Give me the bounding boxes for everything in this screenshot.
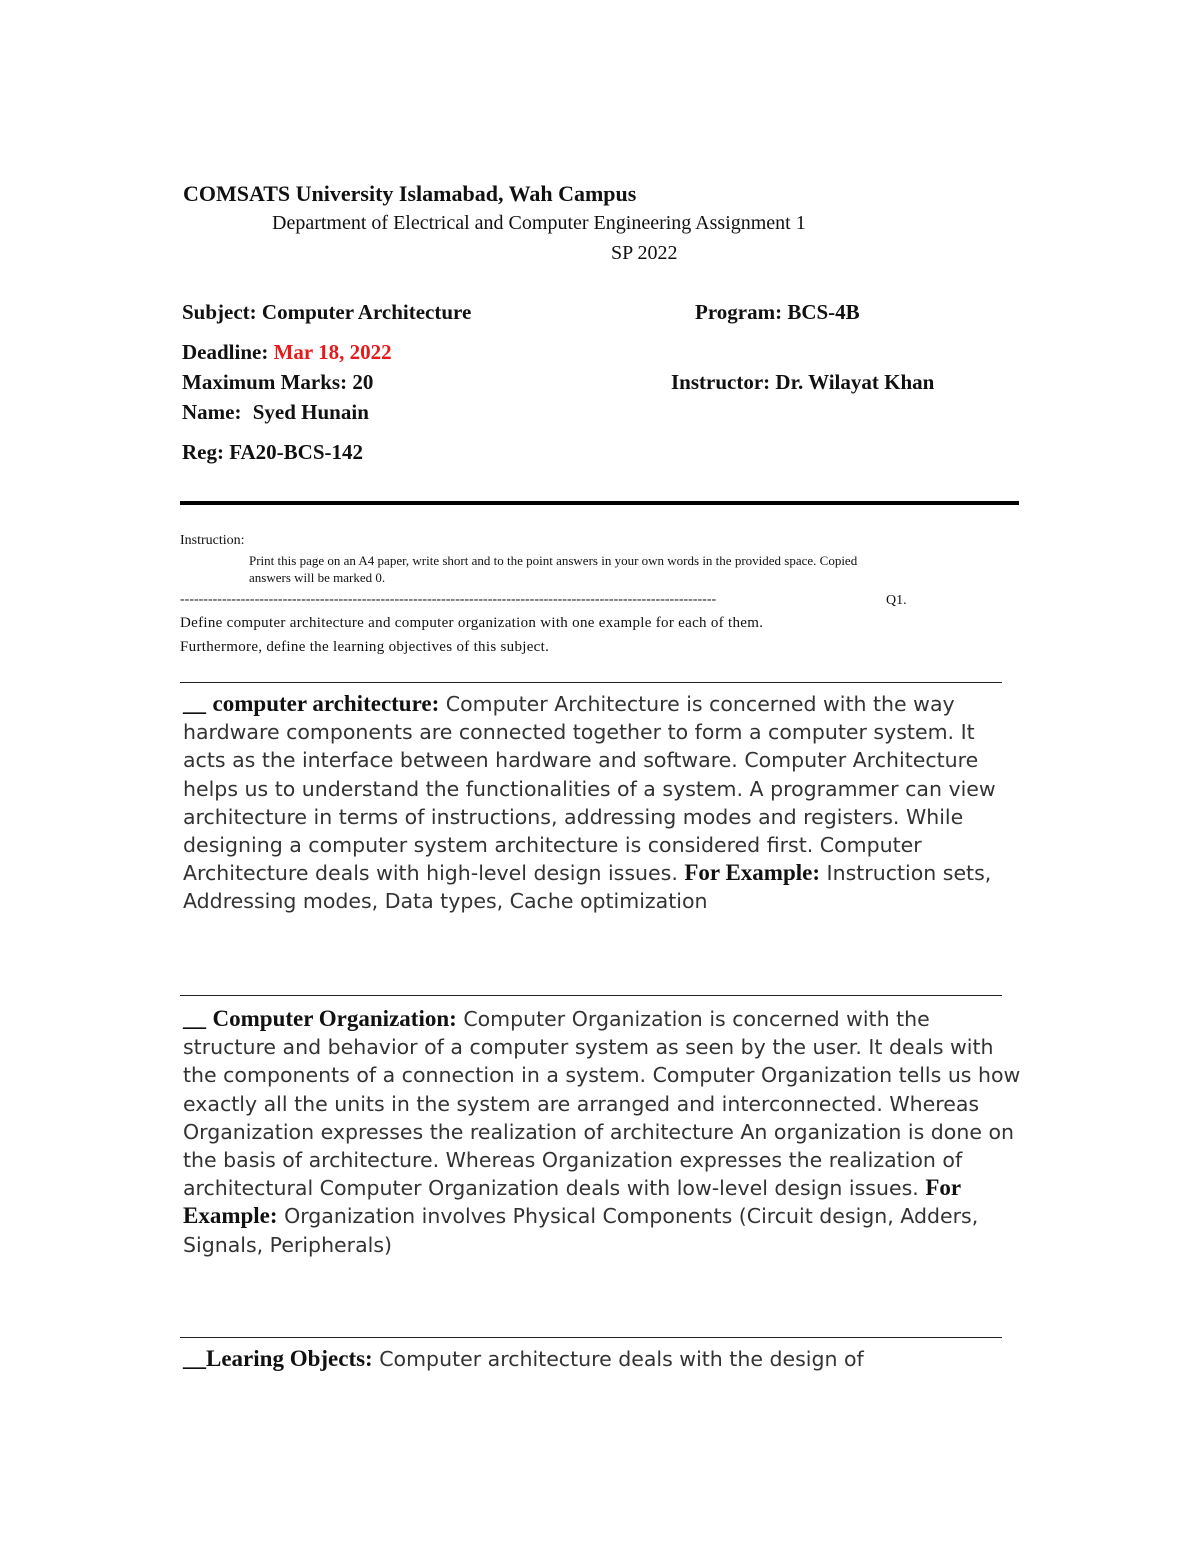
name-row [182,400,369,425]
instruction-heading: Instruction: [180,533,245,548]
reg-label: Reg: [182,440,224,464]
header-divider [180,501,1019,505]
organization-example-label: For Example: [183,1175,961,1229]
architecture-example-text: Instruction sets, Addressing modes, Data types, Cache optimization [183,861,992,914]
program-value: BCS-4B [787,300,860,324]
subject-value: Computer Architecture [261,300,472,324]
question-line-2: Furthermore, define the learning objectives of this subject. [180,639,550,655]
answer-divider-1 [180,682,1002,683]
question-separator: ------------------------------------------------------------------------------------------------------------------- [180,592,717,607]
instruction-line-2: answers will be marked 0. [249,570,386,585]
deadline-label: Deadline: [182,340,269,364]
answer-divider-2 [180,995,1002,996]
organization-heading: Computer Organization: [212,1006,457,1031]
deadline-value: Mar 18, 2022 [273,340,392,364]
architecture-example-label: For Example: [684,860,821,886]
instructor-label: Instructor: [671,370,771,394]
organization-answer [183,1005,1023,1259]
reg-row [182,440,363,465]
instructor-value: Dr. Wilayat Khan [775,370,935,394]
organization-prefix: __ [183,1006,206,1031]
subject-label: Subject: [182,300,257,324]
university-title: COMSATS University Islamabad, Wah Campus [183,181,637,206]
architecture-heading: computer architecture: [212,691,440,716]
objectives-heading: Learing Objects: [206,1346,373,1371]
question-number: Q1. [886,593,907,608]
architecture-prefix: __ [183,691,206,716]
objectives-answer [183,1345,1013,1373]
architecture-answer [183,690,1013,916]
term-line: SP 2022 [611,242,678,264]
objectives-text: Computer architecture deals with the design of [372,1347,864,1371]
instruction-line-1: Print this page on an A4 paper, write short and to the point answers in your own words in the provided space. Copied [249,553,858,568]
program-row [695,300,860,325]
max-marks-value: 20 [352,370,374,394]
reg-value: FA20-BCS-142 [229,440,364,464]
organization-example-text: Organization involves Physical Components (Circuit design, Adders, Signals, Peripherals) [183,1204,979,1257]
max-marks-row [182,370,373,395]
objectives-prefix: __ [183,1346,206,1371]
name-label: Name: [182,400,242,424]
organization-text: Computer Organization is concerned with the structure and behavior of a computer system as seen by the user. It deals with the components of a connection in a system. Computer Organization tells us how exactly all the units in the system are arranged and interconnected. Whereas Organization expresses the realization of architecture An organization is done on the basis of architecture. Whereas Organization expresses the realization of architectural Computer Organization deals with low-level design issues. [183,1007,1021,1201]
department-line: Department of Electrical and Computer Engineering Assignment 1 [272,212,806,234]
name-value: Syed Hunain [252,400,369,424]
instructor-row [671,370,934,395]
max-marks-label: Maximum Marks: [182,370,348,394]
answer-divider-3 [180,1337,1002,1338]
program-label: Program: [695,300,783,324]
question-line-1: Define computer architecture and computer organization with one example for each of them. [180,615,764,631]
architecture-text: Computer Architecture is concerned with the way hardware components are connected together to form a computer system. It acts as the interface between hardware and software. Computer Architecture helps us to understand the functionalities of a system. A programmer can view architecture in terms of instructions, addressing modes and registers. While designing a computer system architecture is considered first. Computer Architecture deals with high-level design issues. [183,692,996,886]
subject-row [182,300,471,325]
deadline-row [182,340,392,365]
